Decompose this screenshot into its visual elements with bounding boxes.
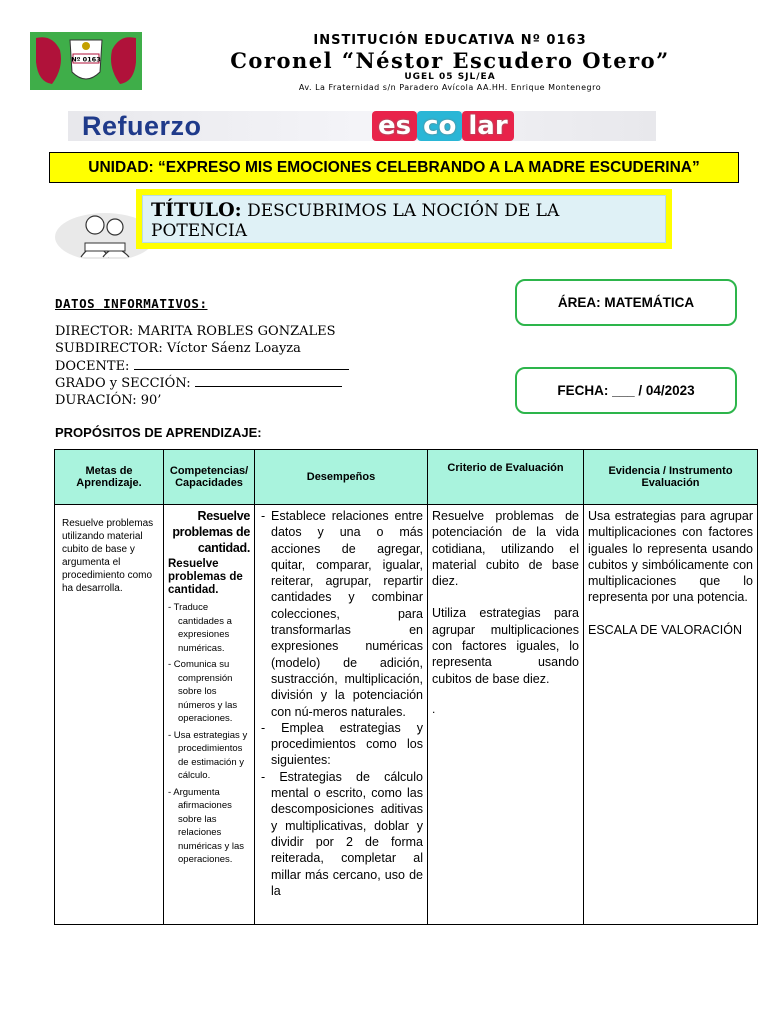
list-item: - Estrategias de cálculo mental o escrito, como las descomposiciones aditivas y multiplicativas, doblar y dividir por 2 de forma reiterada, completar al millar más cercano, uso de la [261,769,423,898]
competencias-cell [164,505,255,925]
title-label: TÍTULO: [151,199,242,221]
evidencia-cell [584,505,758,925]
list-item: - Argumenta afirmaciones sobre las relaciones numéricas y las operaciones. [168,786,244,865]
refuerzo-escolar-banner [68,111,656,141]
crest-number: Nº 0163 [71,55,101,64]
instrumento-label: ESCALA DE VALORACIÓN [588,622,742,637]
banner-left-text: Refuerzo [82,111,202,141]
unit-heading: UNIDAD: “EXPRESO MIS EMOCIONES CELEBRANDO A LA MADRE ESCUDERINA” [49,152,739,183]
docente-blank [134,358,349,370]
area-badge: ÁREA: MATEMÁTICA [515,279,737,326]
subdirector-line: SUBDIRECTOR: Víctor Sáenz Loayza [55,341,301,357]
institution-name: Coronel “Néstor Escudero Otero” [230,48,670,73]
school-crest-logo [30,32,142,90]
header-desempenos: Desempeños [255,450,428,505]
banner-part: lar [462,111,513,141]
header-criterio: Criterio de Evaluación [428,450,584,505]
criterio-item: Utiliza estrategias para agrupar multiplicaciones con factores iguales, lo representa usando cubitos de base diez. [432,606,579,686]
propositos-heading: PROPÓSITOS DE APRENDIZAJE: [55,425,262,440]
competencia-title: Resuelve problemas de cantidad. [172,509,250,555]
list-item: - Establece relaciones entre datos y una o más acciones de agregar, quitar, comparar, igualar, reiterar, agrupar, repartir cantidades y combinar colecciones, para transformarlas en expresiones numéricas (modelo) de adición, sustracción, multiplicación, división y la potenciación con nú-meros naturales. [261,509,423,719]
header-metas: Metas de Aprendizaje. [55,450,164,505]
banner-part: co [417,111,462,141]
criterio-item: . [432,701,436,716]
duracion-line: DURACIÓN: 90’ [55,393,162,409]
header-evidencia: Evidencia / Instrumento Evaluación [584,450,758,505]
table-row [55,505,758,925]
criterio-item: Resuelve problemas de potenciación de la vida cotidiana, utilizando el material cubito de base diez. [432,509,579,589]
list-item: - Traduce cantidades a expresiones numéricas. [168,602,232,654]
banner-right-text [368,111,518,141]
desempenos-cell [255,505,428,925]
title-text: DESCUBRIMOS LA NOCIÓN DE LA POTENCIA [151,201,560,241]
datos-list [55,323,349,409]
capacidades-list [168,601,250,867]
banner-part: es [372,111,417,141]
competencia-subtitle: Resuelve problemas de cantidad. [168,558,243,596]
director-line: DIRECTOR: MARITA ROBLES GONZALES [55,324,336,339]
grado-label: GRADO y SECCIÓN: [55,375,191,391]
datos-heading: DATOS INFORMATIVOS: [55,296,208,311]
metas-cell: Resuelve problemas utilizando material cubito de base y argumenta el procedimiento como ha desarrolla. [55,505,164,925]
school-address: Av. La Fraternidad s/n Paradero Avícola AA.HH. Enrique Montenegro [298,83,602,92]
header-competencias: Competencias/ Capacidades [164,450,255,505]
learning-purposes-table [54,449,758,925]
list-item: - Usa estrategias y procedimientos de estimación y cálculo. [168,729,248,781]
criterio-cell [428,505,584,925]
table-header-row [55,450,758,505]
title-frame [136,189,672,249]
grado-blank [195,375,342,387]
grado-line [55,375,349,392]
fecha-badge: FECHA: ___ / 04/2023 [515,367,737,414]
lesson-title [142,195,666,243]
docente-line [55,358,349,375]
institution-line: INSTITUCIÓN EDUCATIVA Nº 0163 [313,33,587,48]
evidencia-item: Usa estrategias para agrupar multiplicaciones con factores iguales lo representa usando cubitos y simbólicamente con multiplicaciones que lo representa por una potencia. [588,509,753,605]
list-item: - Emplea estrategias y procedimientos como los siguientes: [261,720,423,768]
ugel-label: UGEL 05 SJL/EA [404,72,496,82]
docente-label: DOCENTE: [55,358,130,374]
list-item: - Comunica su comprensión sobre los números y las operaciones. [168,659,238,724]
